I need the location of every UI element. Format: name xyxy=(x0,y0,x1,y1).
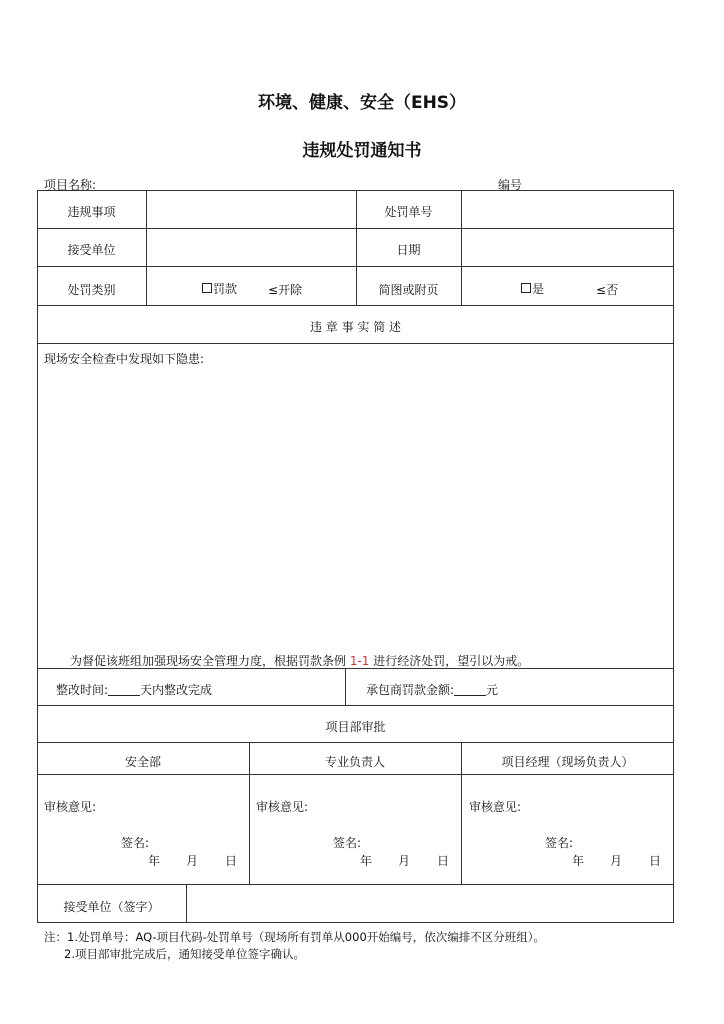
receiving-unit-label: 接受单位 xyxy=(67,243,116,257)
contractor-fine xyxy=(366,681,498,698)
penalty-no-label: 处罚单号 xyxy=(384,205,433,219)
manager-month: 月 xyxy=(610,854,623,868)
facts-closing-text-b: 进行经济处罚，望引以为戒。 xyxy=(373,654,530,668)
checkbox-icon xyxy=(521,283,531,293)
rectify-suffix: 天内整改完成 xyxy=(140,683,213,697)
note-2: 2.项目部审批完成后，通知接受单位签字确认。 xyxy=(64,947,305,961)
manager-review-opinion[interactable]: 审核意见: xyxy=(469,800,522,814)
dismiss-option[interactable] xyxy=(268,281,302,298)
safety-month: 月 xyxy=(186,854,199,868)
specialist-month: 月 xyxy=(398,854,411,868)
col-specialist: 专业负责人 xyxy=(324,755,385,769)
col-project-manager: 项目经理（现场负责人） xyxy=(501,755,634,769)
date-field[interactable] xyxy=(462,228,674,266)
facts-closing-text-a: 为督促该班组加强现场安全管理力度，根据罚款条例 xyxy=(70,654,347,668)
facts-clause-number: 1-1 xyxy=(349,654,370,668)
fine-option-label: 罚款 xyxy=(213,282,238,296)
number-label: 编号 xyxy=(498,178,523,192)
rectify-time xyxy=(56,681,212,698)
specialist-day: 日 xyxy=(437,854,450,868)
receiving-unit-field[interactable] xyxy=(147,228,356,266)
rectify-days-input[interactable] xyxy=(108,684,140,696)
receiver-sign-field[interactable] xyxy=(187,884,673,922)
fine-option[interactable] xyxy=(202,280,237,297)
manager-signature[interactable]: 签名: xyxy=(545,836,574,850)
penalty-no-field[interactable] xyxy=(462,190,674,228)
note-1: 注：1.处罚单号：AQ-项目代码-处罚单号（现场所有罚单从000开始编号，依次编排不区分班组）。 xyxy=(44,930,546,944)
document-subtitle: 违规处罚通知书 xyxy=(302,141,422,161)
violation-item-field[interactable] xyxy=(147,190,356,228)
safety-review-opinion[interactable]: 审核意见: xyxy=(44,800,97,814)
facts-closing xyxy=(70,652,529,669)
safety-year: 年 xyxy=(148,854,161,868)
rectify-label: 整改时间: xyxy=(56,683,109,697)
attachment-label: 简图或附页 xyxy=(378,283,439,297)
violation-item-label: 违规事项 xyxy=(67,205,116,219)
project-name-label: 项目名称: xyxy=(44,178,97,192)
dismiss-marker: ≤ xyxy=(268,283,279,297)
specialist-signature[interactable]: 签名: xyxy=(333,836,362,850)
safety-signature[interactable]: 签名: xyxy=(121,836,150,850)
no-marker: ≤ xyxy=(596,283,607,297)
manager-year: 年 xyxy=(572,854,585,868)
facts-intro: 现场安全检查中发现如下隐患: xyxy=(44,352,205,366)
approval-header: 项目部审批 xyxy=(325,720,386,734)
penalty-type-label: 处罚类别 xyxy=(67,283,116,297)
attachment-yes-label: 是 xyxy=(532,282,545,296)
attachment-no-option[interactable] xyxy=(596,281,618,298)
checkbox-icon xyxy=(202,283,212,293)
document-title: 环境、健康、安全（EHS） xyxy=(257,93,467,113)
specialist-year: 年 xyxy=(360,854,373,868)
attachment-no-label: 否 xyxy=(606,283,619,297)
facts-description-field[interactable] xyxy=(38,368,673,646)
safety-day: 日 xyxy=(225,854,238,868)
dismiss-option-label: 开除 xyxy=(278,283,303,297)
specialist-review-opinion[interactable]: 审核意见: xyxy=(256,800,309,814)
contractor-fine-unit: 元 xyxy=(486,683,499,697)
manager-day: 日 xyxy=(649,854,662,868)
facts-header: 违 章 事 实 简 述 xyxy=(309,320,402,334)
receiver-sign-label: 接受单位（签字） xyxy=(63,900,160,914)
col-safety-dept: 安全部 xyxy=(124,755,161,769)
date-label: 日期 xyxy=(396,243,421,257)
contractor-fine-label: 承包商罚款金额: xyxy=(366,683,455,697)
contractor-fine-input[interactable] xyxy=(454,684,486,696)
attachment-yes-option[interactable] xyxy=(521,280,544,297)
